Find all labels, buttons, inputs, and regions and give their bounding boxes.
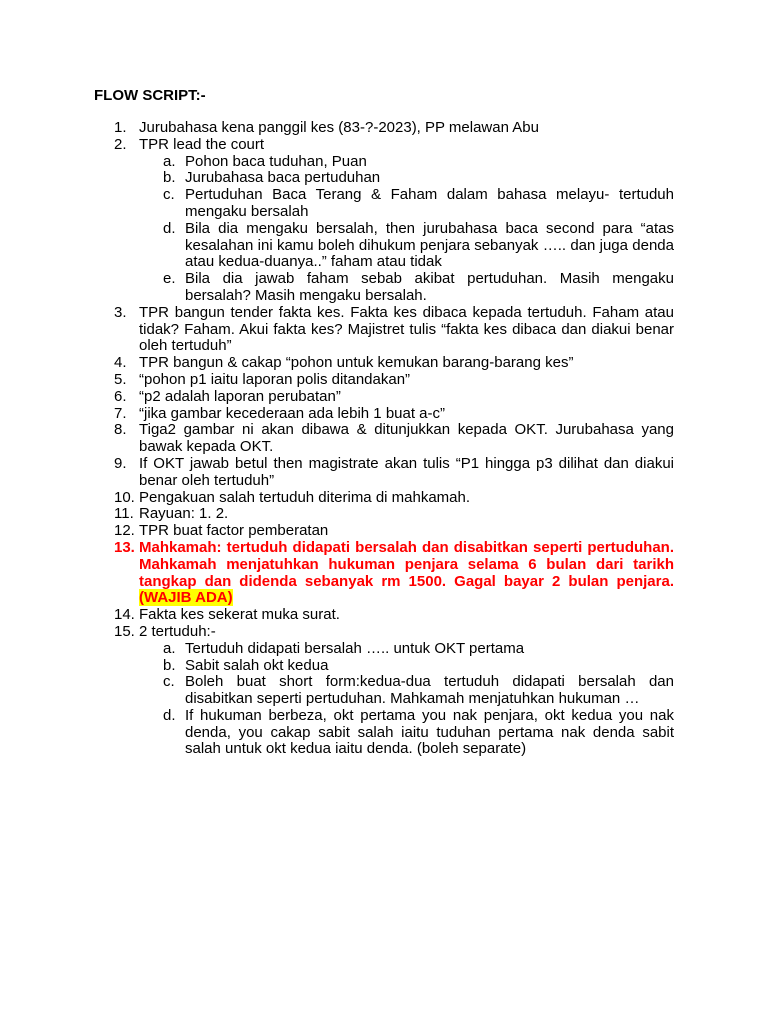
sub-item-15b — [94, 658, 674, 675]
list-item-7 — [94, 406, 674, 423]
item-text: Pengakuan salah tertuduh diterima di mahkamah. — [139, 488, 471, 506]
item-text: “jika gambar kecederaan ada lebih 1 buat a-c” — [139, 404, 446, 422]
item-text: TPR buat factor pemberatan — [139, 522, 329, 540]
sub-item-2c — [94, 187, 674, 221]
sub-item-2d — [94, 221, 674, 271]
sub-item-text: Bila dia jawab faham sebab akibat pertuduhan. Masih mengaku bersalah? Masih mengaku bersalah. — [185, 270, 674, 304]
sub-item-letter: a. — [163, 152, 176, 170]
item-text: “pohon p1 iaitu laporan polis ditandakan” — [139, 370, 411, 388]
item-number: 12. — [114, 522, 135, 540]
mandatory-highlight-tag: (WAJIB ADA) — [139, 589, 233, 607]
sub-item-text: Tertuduh didapati bersalah ….. untuk OKT pertama — [185, 639, 525, 657]
item-text: TPR bangun tender fakta kes. Fakta kes dibaca kepada tertuduh. Faham atau tidak? Faham. Akui fakta kes? Majistret tulis “fakta kes dibaca dan diakui benar oleh tertuduh” — [139, 303, 674, 355]
item-number: 9. — [114, 454, 127, 472]
sub-item-15a — [94, 641, 674, 658]
sub-item-letter: d. — [163, 706, 176, 724]
item-text: 2 tertuduh:- — [139, 622, 216, 640]
item-text: If OKT jawab betul then magistrate akan tulis “P1 hingga p3 dilihat dan diakui benar oleh tertuduh” — [139, 454, 674, 489]
item-number: 1. — [114, 119, 127, 136]
item-text: Fakta kes sekerat muka surat. — [139, 606, 340, 624]
list-item-12 — [94, 523, 674, 540]
item-text: TPR bangun & cakap “pohon untuk kemukan barang-barang kes” — [139, 354, 574, 372]
item-number: 11. — [114, 505, 134, 523]
sub-item-letter: b. — [163, 169, 176, 187]
sub-item-text: Bila dia mengaku bersalah, then jurubahasa baca second para “atas kesalahan ini kamu boleh dihukum penjara sebanyak ….. dan juga denda atau kedua-duanya..” faham atau tidak — [185, 219, 674, 271]
sub-item-text: If hukuman berbeza, okt pertama you nak penjara, okt kedua you nak denda, you cakap sabit salah iaitu tuduhan pertama nak denda sabit salah untuk okt kedua iaitu denda. (boleh separate) — [185, 706, 674, 758]
list-item-8 — [94, 422, 674, 456]
sub-item-letter: b. — [163, 656, 176, 674]
sub-item-2b — [94, 170, 674, 187]
list-item-11 — [94, 506, 674, 523]
verdict-text: Mahkamah: tertuduh didapati bersalah dan disabitkan seperti pertuduhan. Mahkamah menjatuhkan hukuman penjara selama 6 bulan dari tarikh tangkap dan didenda sebanyak rm 1500. Gagal bayar 2 bulan penjara. — [139, 538, 674, 590]
item-text: TPR lead the court — [139, 135, 265, 153]
list-item-10 — [94, 490, 674, 507]
item-number: 6. — [114, 387, 127, 405]
item-number: 3. — [114, 303, 127, 321]
sub-item-15d — [94, 708, 674, 758]
sub-item-letter: c. — [163, 186, 175, 204]
list-item-3 — [94, 305, 674, 355]
item-number: 14. — [114, 606, 135, 624]
sub-item-text: Pertuduhan Baca Terang & Faham dalam bahasa melayu- tertuduh mengaku bersalah — [185, 186, 674, 220]
item-text: Tiga2 gambar ni akan dibawa & ditunjukkan kepada OKT. Jurubahasa yang bawak kepada OKT. — [139, 421, 674, 456]
sub-item-letter: c. — [163, 673, 175, 691]
sub-item-text: Jurubahasa baca pertuduhan — [185, 169, 381, 187]
list-item-1 — [94, 120, 674, 137]
item-number: 7. — [114, 404, 127, 422]
sub-item-letter: e. — [163, 270, 176, 288]
list-item-9 — [94, 456, 674, 490]
item-text — [139, 540, 674, 607]
item-number: 4. — [114, 354, 127, 372]
sub-item-text: Sabit salah okt kedua — [185, 656, 329, 674]
item-number: 15. — [114, 622, 135, 640]
item-text: Rayuan: 1. 2. — [139, 505, 229, 523]
sub-item-letter: d. — [163, 219, 176, 237]
list-item-5 — [94, 372, 674, 389]
list-item-4 — [94, 355, 674, 372]
flow-list — [94, 120, 674, 758]
item-number: 8. — [114, 421, 127, 439]
list-item-6 — [94, 389, 674, 406]
list-item-14 — [94, 607, 674, 624]
sub-item-letter: a. — [163, 639, 176, 657]
item-text: Jurubahasa kena panggil kes (83-?-2023), PP melawan Abu — [139, 119, 539, 136]
item-number: 10. — [114, 488, 135, 506]
list-item-13-verdict — [94, 540, 674, 607]
sub-item-text: Boleh buat short form:kedua-dua tertuduh didapati bersalah dan disabitkan seperti pertuduhan. Mahkamah menjatuhkan hukuman … — [185, 673, 674, 708]
item-text: “p2 adalah laporan perubatan” — [139, 387, 341, 405]
sub-item-15c — [94, 674, 674, 708]
list-item-15 — [94, 624, 674, 641]
item-number: 13. — [114, 538, 135, 556]
item-number: 5. — [114, 370, 127, 388]
document-title: FLOW SCRIPT:- — [94, 87, 206, 104]
list-item-2 — [94, 137, 674, 154]
sub-item-2a — [94, 154, 674, 171]
item-number: 2. — [114, 135, 127, 153]
sub-item-2e — [94, 271, 674, 305]
sub-item-text: Pohon baca tuduhan, Puan — [185, 152, 367, 170]
